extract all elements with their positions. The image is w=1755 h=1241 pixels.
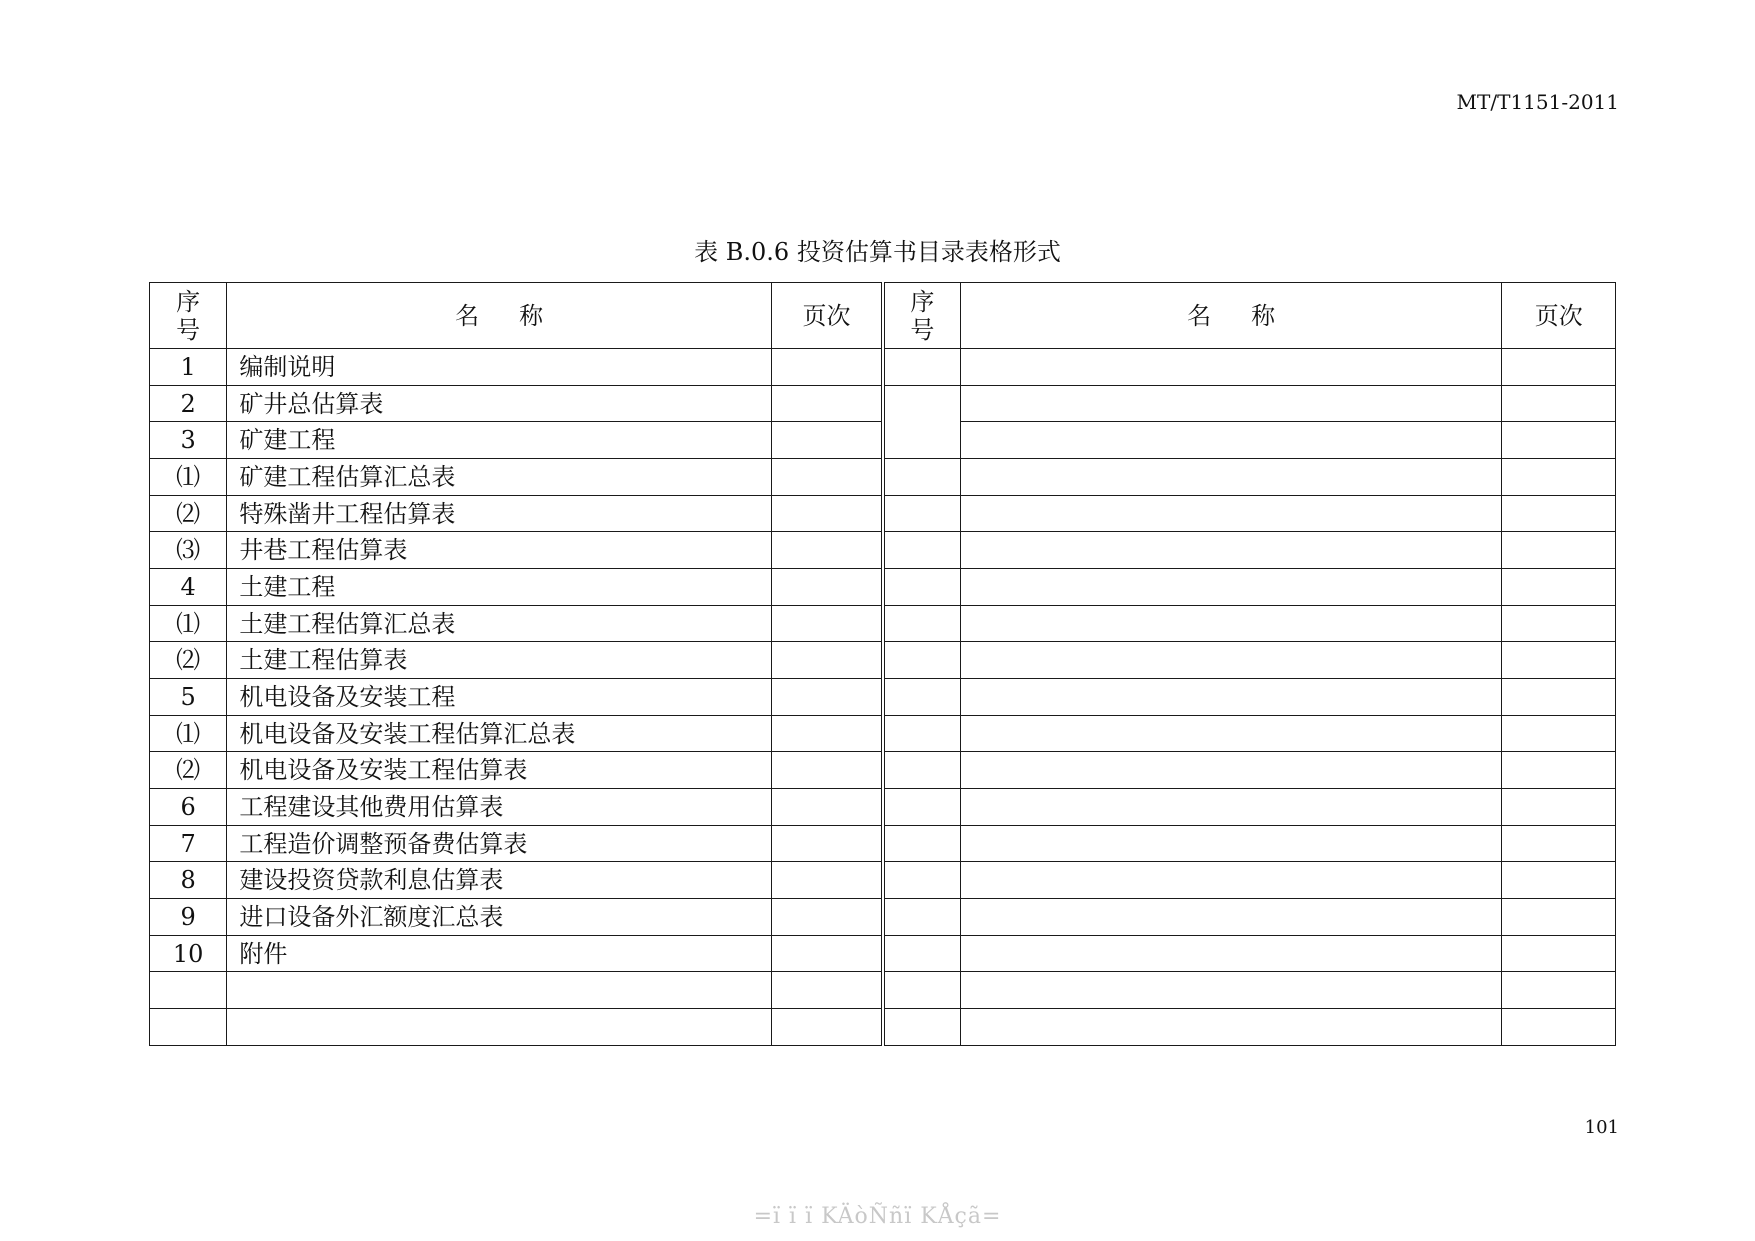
- row-page: [771, 862, 883, 899]
- table-row: [150, 935, 1616, 972]
- row-name-right: [960, 679, 1502, 716]
- table-row: [150, 752, 1616, 789]
- row-no-right: [883, 789, 960, 826]
- row-name: 矿建工程: [227, 422, 772, 459]
- row-no-right: [883, 605, 960, 642]
- row-no: 9: [150, 899, 227, 936]
- row-no: ⑵: [150, 495, 227, 532]
- row-page-right: [1502, 899, 1616, 936]
- table-row: [150, 789, 1616, 826]
- row-name-right: [960, 825, 1502, 862]
- row-no: 6: [150, 789, 227, 826]
- table-row: [150, 569, 1616, 606]
- row-page-right: [1502, 605, 1616, 642]
- row-name: 土建工程估算表: [227, 642, 772, 679]
- toc-table: [149, 282, 1616, 1046]
- table-row: [150, 459, 1616, 496]
- row-name: 编制说明: [227, 349, 772, 386]
- row-page: [771, 715, 883, 752]
- row-name: 工程建设其他费用估算表: [227, 789, 772, 826]
- row-no: 10: [150, 935, 227, 972]
- row-page: [771, 789, 883, 826]
- table-row: [150, 605, 1616, 642]
- row-no-right: [883, 715, 960, 752]
- row-page-right: [1502, 972, 1616, 1009]
- row-no-right: [883, 569, 960, 606]
- row-page-right: [1502, 935, 1616, 972]
- row-no-right: [883, 752, 960, 789]
- row-name-right: [960, 495, 1502, 532]
- row-page-right: [1502, 679, 1616, 716]
- row-no: 2: [150, 385, 227, 422]
- row-page-right: [1502, 862, 1616, 899]
- row-no: 3: [150, 422, 227, 459]
- row-page-right: [1502, 349, 1616, 386]
- table-row: [150, 862, 1616, 899]
- row-page-right: [1502, 422, 1616, 459]
- row-name-right: [960, 935, 1502, 972]
- row-page: [771, 422, 883, 459]
- row-no-right: [883, 899, 960, 936]
- row-page-right: [1502, 715, 1616, 752]
- row-name: 井巷工程估算表: [227, 532, 772, 569]
- table-row: [150, 495, 1616, 532]
- row-page: [771, 899, 883, 936]
- header-page-left: 页次: [771, 283, 883, 349]
- row-page: [771, 459, 883, 496]
- row-name: 附件: [227, 935, 772, 972]
- row-page: [771, 532, 883, 569]
- row-no-right: [883, 679, 960, 716]
- row-no-right: [883, 935, 960, 972]
- row-no-right: [883, 1009, 960, 1046]
- row-name-right: [960, 569, 1502, 606]
- row-page: [771, 349, 883, 386]
- row-name: 进口设备外汇额度汇总表: [227, 899, 772, 936]
- row-no-right: [883, 972, 960, 1009]
- row-name-right: [960, 789, 1502, 826]
- row-page: [771, 385, 883, 422]
- row-no: ⑴: [150, 715, 227, 752]
- row-page: [771, 679, 883, 716]
- row-name-right: [960, 349, 1502, 386]
- row-name: 土建工程估算汇总表: [227, 605, 772, 642]
- row-name: 特殊凿井工程估算表: [227, 495, 772, 532]
- row-name: 矿井总估算表: [227, 385, 772, 422]
- row-no: ⑴: [150, 605, 227, 642]
- row-page: [771, 825, 883, 862]
- table-row: [150, 349, 1616, 386]
- row-no-right: [883, 862, 960, 899]
- row-no: ⑵: [150, 642, 227, 679]
- row-page-right: [1502, 825, 1616, 862]
- row-name: 矿建工程估算汇总表: [227, 459, 772, 496]
- header-row: [150, 283, 1616, 349]
- row-name: 机电设备及安装工程估算汇总表: [227, 715, 772, 752]
- row-no: ⑴: [150, 459, 227, 496]
- row-page: [771, 569, 883, 606]
- table-row: [150, 715, 1616, 752]
- row-name-right: [960, 422, 1502, 459]
- row-no: 5: [150, 679, 227, 716]
- header-no-right: 序 号: [883, 283, 960, 349]
- row-name: 工程造价调整预备费估算表: [227, 825, 772, 862]
- row-no: 1: [150, 349, 227, 386]
- row-name: 机电设备及安装工程: [227, 679, 772, 716]
- row-page-right: [1502, 1009, 1616, 1046]
- header-page-right: 页次: [1502, 283, 1616, 349]
- row-no-right: [883, 459, 960, 496]
- row-no-right: [883, 349, 960, 386]
- row-name: [227, 1009, 772, 1046]
- row-no: 7: [150, 825, 227, 862]
- row-page: [771, 1009, 883, 1046]
- row-page-right: [1502, 532, 1616, 569]
- row-name-right: [960, 642, 1502, 679]
- row-name-right: [960, 459, 1502, 496]
- table-caption: 表 B.0.6 投资估算书目录表格形式: [694, 238, 1061, 266]
- table-row: [150, 642, 1616, 679]
- table-row: [150, 532, 1616, 569]
- row-name: 土建工程: [227, 569, 772, 606]
- row-no-right: [883, 642, 960, 679]
- row-page: [771, 642, 883, 679]
- row-no: [150, 1009, 227, 1046]
- row-name: 建设投资贷款利息估算表: [227, 862, 772, 899]
- row-page-right: [1502, 789, 1616, 826]
- table-row: [150, 972, 1616, 1009]
- row-page-right: [1502, 569, 1616, 606]
- row-name-right: [960, 899, 1502, 936]
- row-no: 4: [150, 569, 227, 606]
- row-name-right: [960, 972, 1502, 1009]
- row-page-right: [1502, 752, 1616, 789]
- row-no-right: [883, 495, 960, 532]
- row-no: 8: [150, 862, 227, 899]
- page-number: 101: [1584, 1117, 1619, 1138]
- table-row: [150, 825, 1616, 862]
- row-name: 机电设备及安装工程估算表: [227, 752, 772, 789]
- table-row: [150, 679, 1616, 716]
- row-name-right: [960, 752, 1502, 789]
- row-page-right: [1502, 495, 1616, 532]
- row-name-right: [960, 1009, 1502, 1046]
- header-name-right: 名 称: [960, 283, 1502, 349]
- row-page: [771, 935, 883, 972]
- row-page: [771, 605, 883, 642]
- row-page: [771, 972, 883, 1009]
- row-page: [771, 495, 883, 532]
- row-name-right: [960, 532, 1502, 569]
- row-no: [150, 972, 227, 1009]
- row-page-right: [1502, 459, 1616, 496]
- row-no: ⑶: [150, 532, 227, 569]
- table-row: [150, 385, 1616, 422]
- row-page-right: [1502, 642, 1616, 679]
- row-name-right: [960, 862, 1502, 899]
- header-no-left: 序 号: [150, 283, 227, 349]
- row-page-right: [1502, 385, 1616, 422]
- header-name-left: 名 称: [227, 283, 772, 349]
- table-row: [150, 1009, 1616, 1046]
- standard-code: MT/T1151-2011: [1456, 90, 1619, 114]
- watermark-text: =ï ï ï KÄòÑñï KÅçã=: [753, 1204, 1002, 1229]
- row-no-right: [883, 532, 960, 569]
- row-name-right: [960, 715, 1502, 752]
- row-no-right-merged: [883, 385, 960, 458]
- row-page: [771, 752, 883, 789]
- row-name-right: [960, 385, 1502, 422]
- row-name-right: [960, 605, 1502, 642]
- table-row: [150, 422, 1616, 459]
- row-no: ⑵: [150, 752, 227, 789]
- row-no-right: [883, 825, 960, 862]
- row-name: [227, 972, 772, 1009]
- table-row: [150, 899, 1616, 936]
